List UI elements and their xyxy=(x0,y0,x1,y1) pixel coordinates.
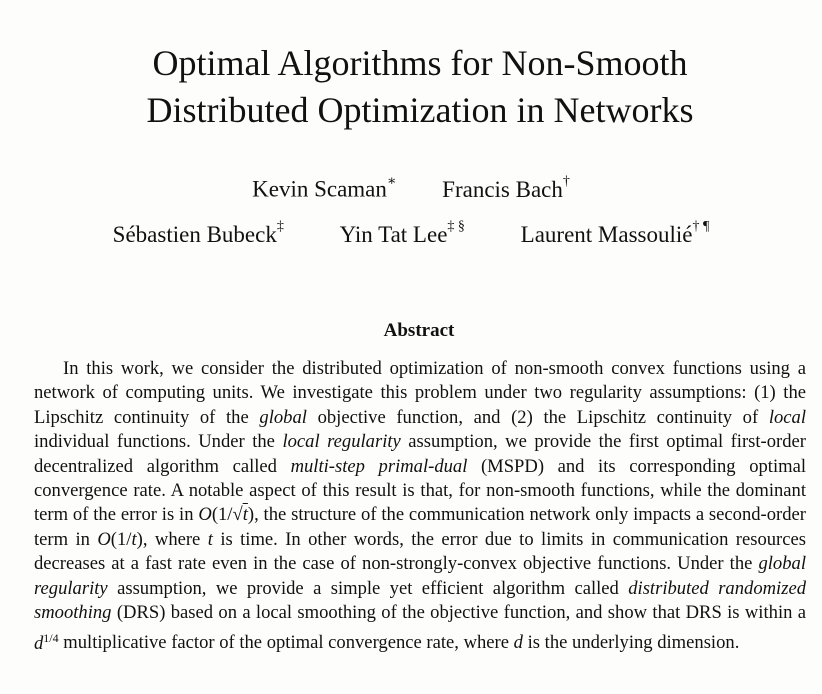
author-francis-bach: Francis Bach† xyxy=(442,174,570,202)
author-row-2 xyxy=(0,219,822,248)
emph-global: global xyxy=(259,406,307,428)
author-row-1 xyxy=(0,176,822,203)
math-d-quarter: $d^{1/4}$ xyxy=(34,630,59,654)
emph-global-regularity: global regularity xyxy=(34,553,806,599)
emph-local: local xyxy=(768,406,807,428)
math-t: t xyxy=(207,528,213,550)
author-sebastien-bubeck: Sébastien Bubeck‡ xyxy=(112,219,284,247)
title-line-1: Optimal Algorithms for Non-Smooth xyxy=(152,43,688,83)
math-d: d xyxy=(513,632,523,654)
emph-local-regularity: local regularity xyxy=(282,431,401,453)
paper-title xyxy=(0,40,822,134)
math-sqrt-rate: O(1/√t) xyxy=(198,504,255,526)
abstract-heading: Abstract xyxy=(383,320,455,341)
author-kevin-scaman: Kevin Scaman∗ xyxy=(252,174,397,202)
author-laurent-massoulie: Laurent Massoulié† ¶ xyxy=(520,219,710,247)
author-yin-tat-lee: Yin Tat Lee‡ § xyxy=(339,219,465,247)
emph-drs: distributed randomized smoothing xyxy=(34,577,807,624)
math-o-one-over-t: O(1/t) xyxy=(97,528,143,550)
title-line-2: Distributed Optimization in Networks xyxy=(146,90,694,130)
emph-mspd: multi-step primal-dual xyxy=(290,455,468,477)
abstract-body: In this work, we consider the distributed optimization of non-smooth convex functions using a network of computing units. We investigate this problem under two regularity assumptions: (1) the Lipschitz continuity of the global objective function, and (2) the Lipschitz continuity of local individual functions. Under the local regularity assumption, we provide the first optimal first-order decentralized algorithm called multi-step primal-dual (MSPD) and its corresponding optimal convergence rate. A notable aspect of this result is that, for non-smooth functions, while the dominant term of the error is in O(1/√t), the structure of the communication network only impacts a second-order term in O(1/t), where t is time. In other words, the error due to limits in communication resources decreases at a fast rate even in the case of non-strongly-convex objective functions. Under the global regularity assumption, we provide a simple yet efficient algorithm called distributed randomized smoothing (DRS) based on a local smoothing of the objective function, and show that DRS is within a $d^{1/4}$ multiplicative factor of the optimal convergence rate, where d is the underlying dimension. xyxy=(34,358,807,654)
